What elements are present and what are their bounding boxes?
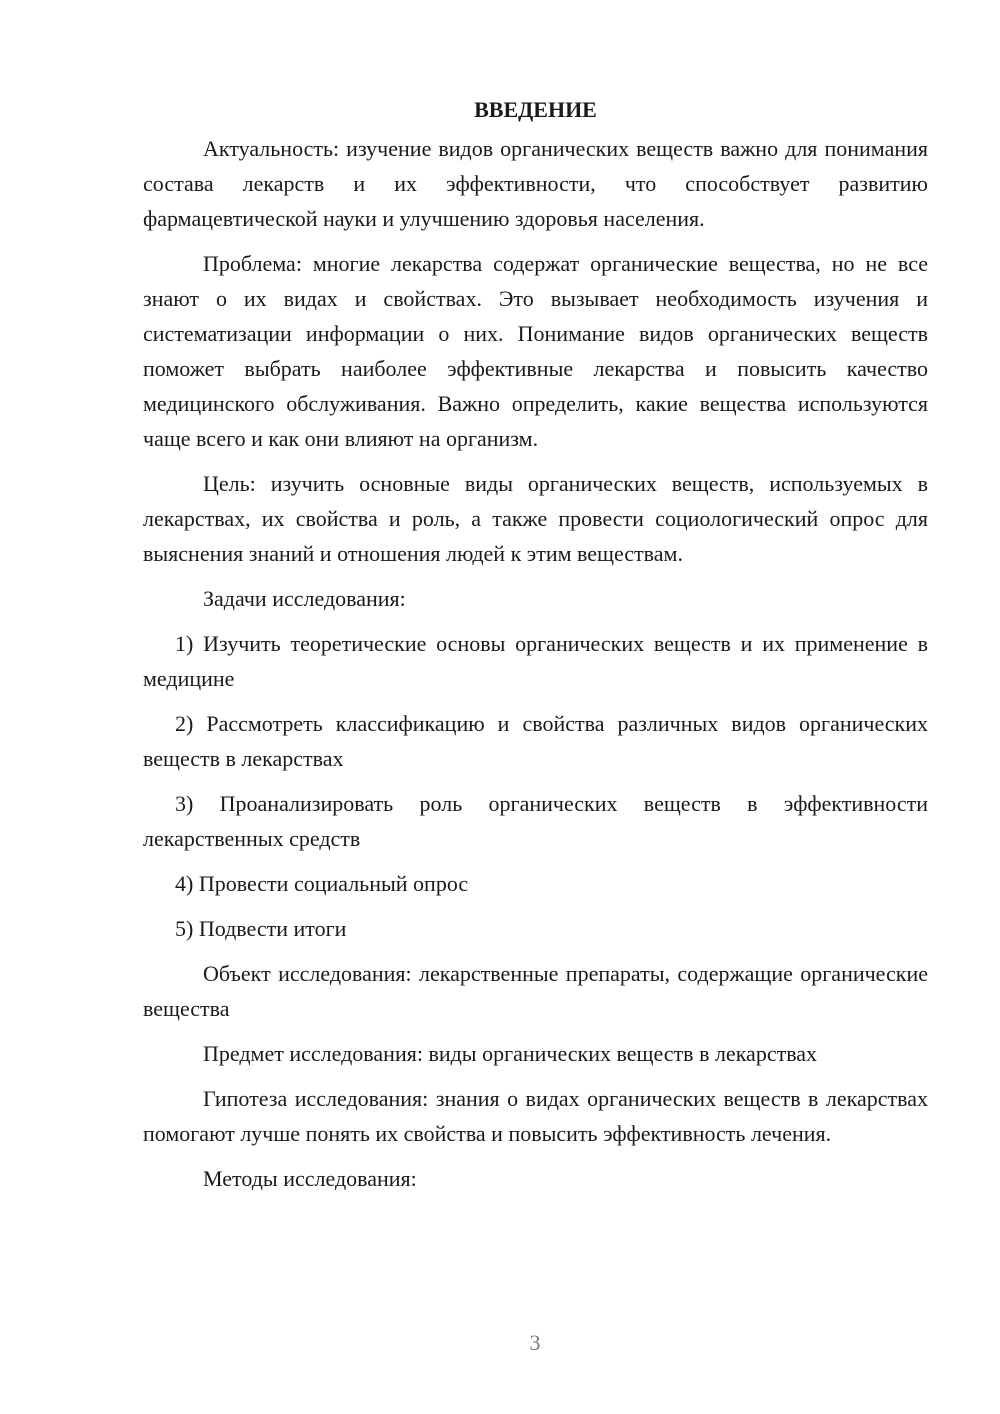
tasks-heading: Задачи исследования: xyxy=(203,586,406,611)
page-content xyxy=(143,92,928,1206)
page-number: 3 xyxy=(529,1330,541,1355)
task-item: 1) Изучить теоретические основы органических веществ и их применение в медицине xyxy=(143,631,928,691)
page-title: ВВЕДЕНИЕ xyxy=(474,97,597,122)
relevance-paragraph: Актуальность: изучение видов органических веществ важно для понимания состава лекарств и их эффективности, что способствует развитию фармацевтической науки и улучшению здоровья населения. xyxy=(143,136,928,231)
goal-paragraph: Цель: изучить основные виды органических веществ, используемых в лекарствах, их свойства и роль, а также провести социологический опрос для выяснения знаний и отношения людей к этим веществам. xyxy=(143,471,928,566)
task-item: 5) Подвести итоги xyxy=(175,916,347,941)
task-item: 2) Рассмотреть классификацию и свойства различных видов органических веществ в лекарствах xyxy=(143,711,928,771)
task-item: 4) Провести социальный опрос xyxy=(175,871,469,896)
hypothesis-paragraph: Гипотеза исследования: знания о видах органических веществ в лекарствах помогают лучше понять их свойства и повысить эффективность лечения. xyxy=(143,1086,928,1146)
subject-paragraph: Предмет исследования: виды органических веществ в лекарствах xyxy=(203,1041,818,1066)
problem-paragraph: Проблема: многие лекарства содержат органические вещества, но не все знают о их видах и свойствах. Это вызывает необходимость изучения и систематизации информации о них. Понимание видов органических веществ поможет выбрать наиболее эффективные лекарства и повысить качество медицинского обслуживания. Важно определить, какие вещества используются чаще всего и как они влияют на организм. xyxy=(143,251,928,451)
task-item: 3) Проанализировать роль органических веществ в эффективности лекарственных средств xyxy=(143,791,928,851)
methods-heading: Методы исследования: xyxy=(203,1166,417,1191)
object-paragraph: Объект исследования: лекарственные препараты, содержащие органические вещества xyxy=(143,961,928,1021)
